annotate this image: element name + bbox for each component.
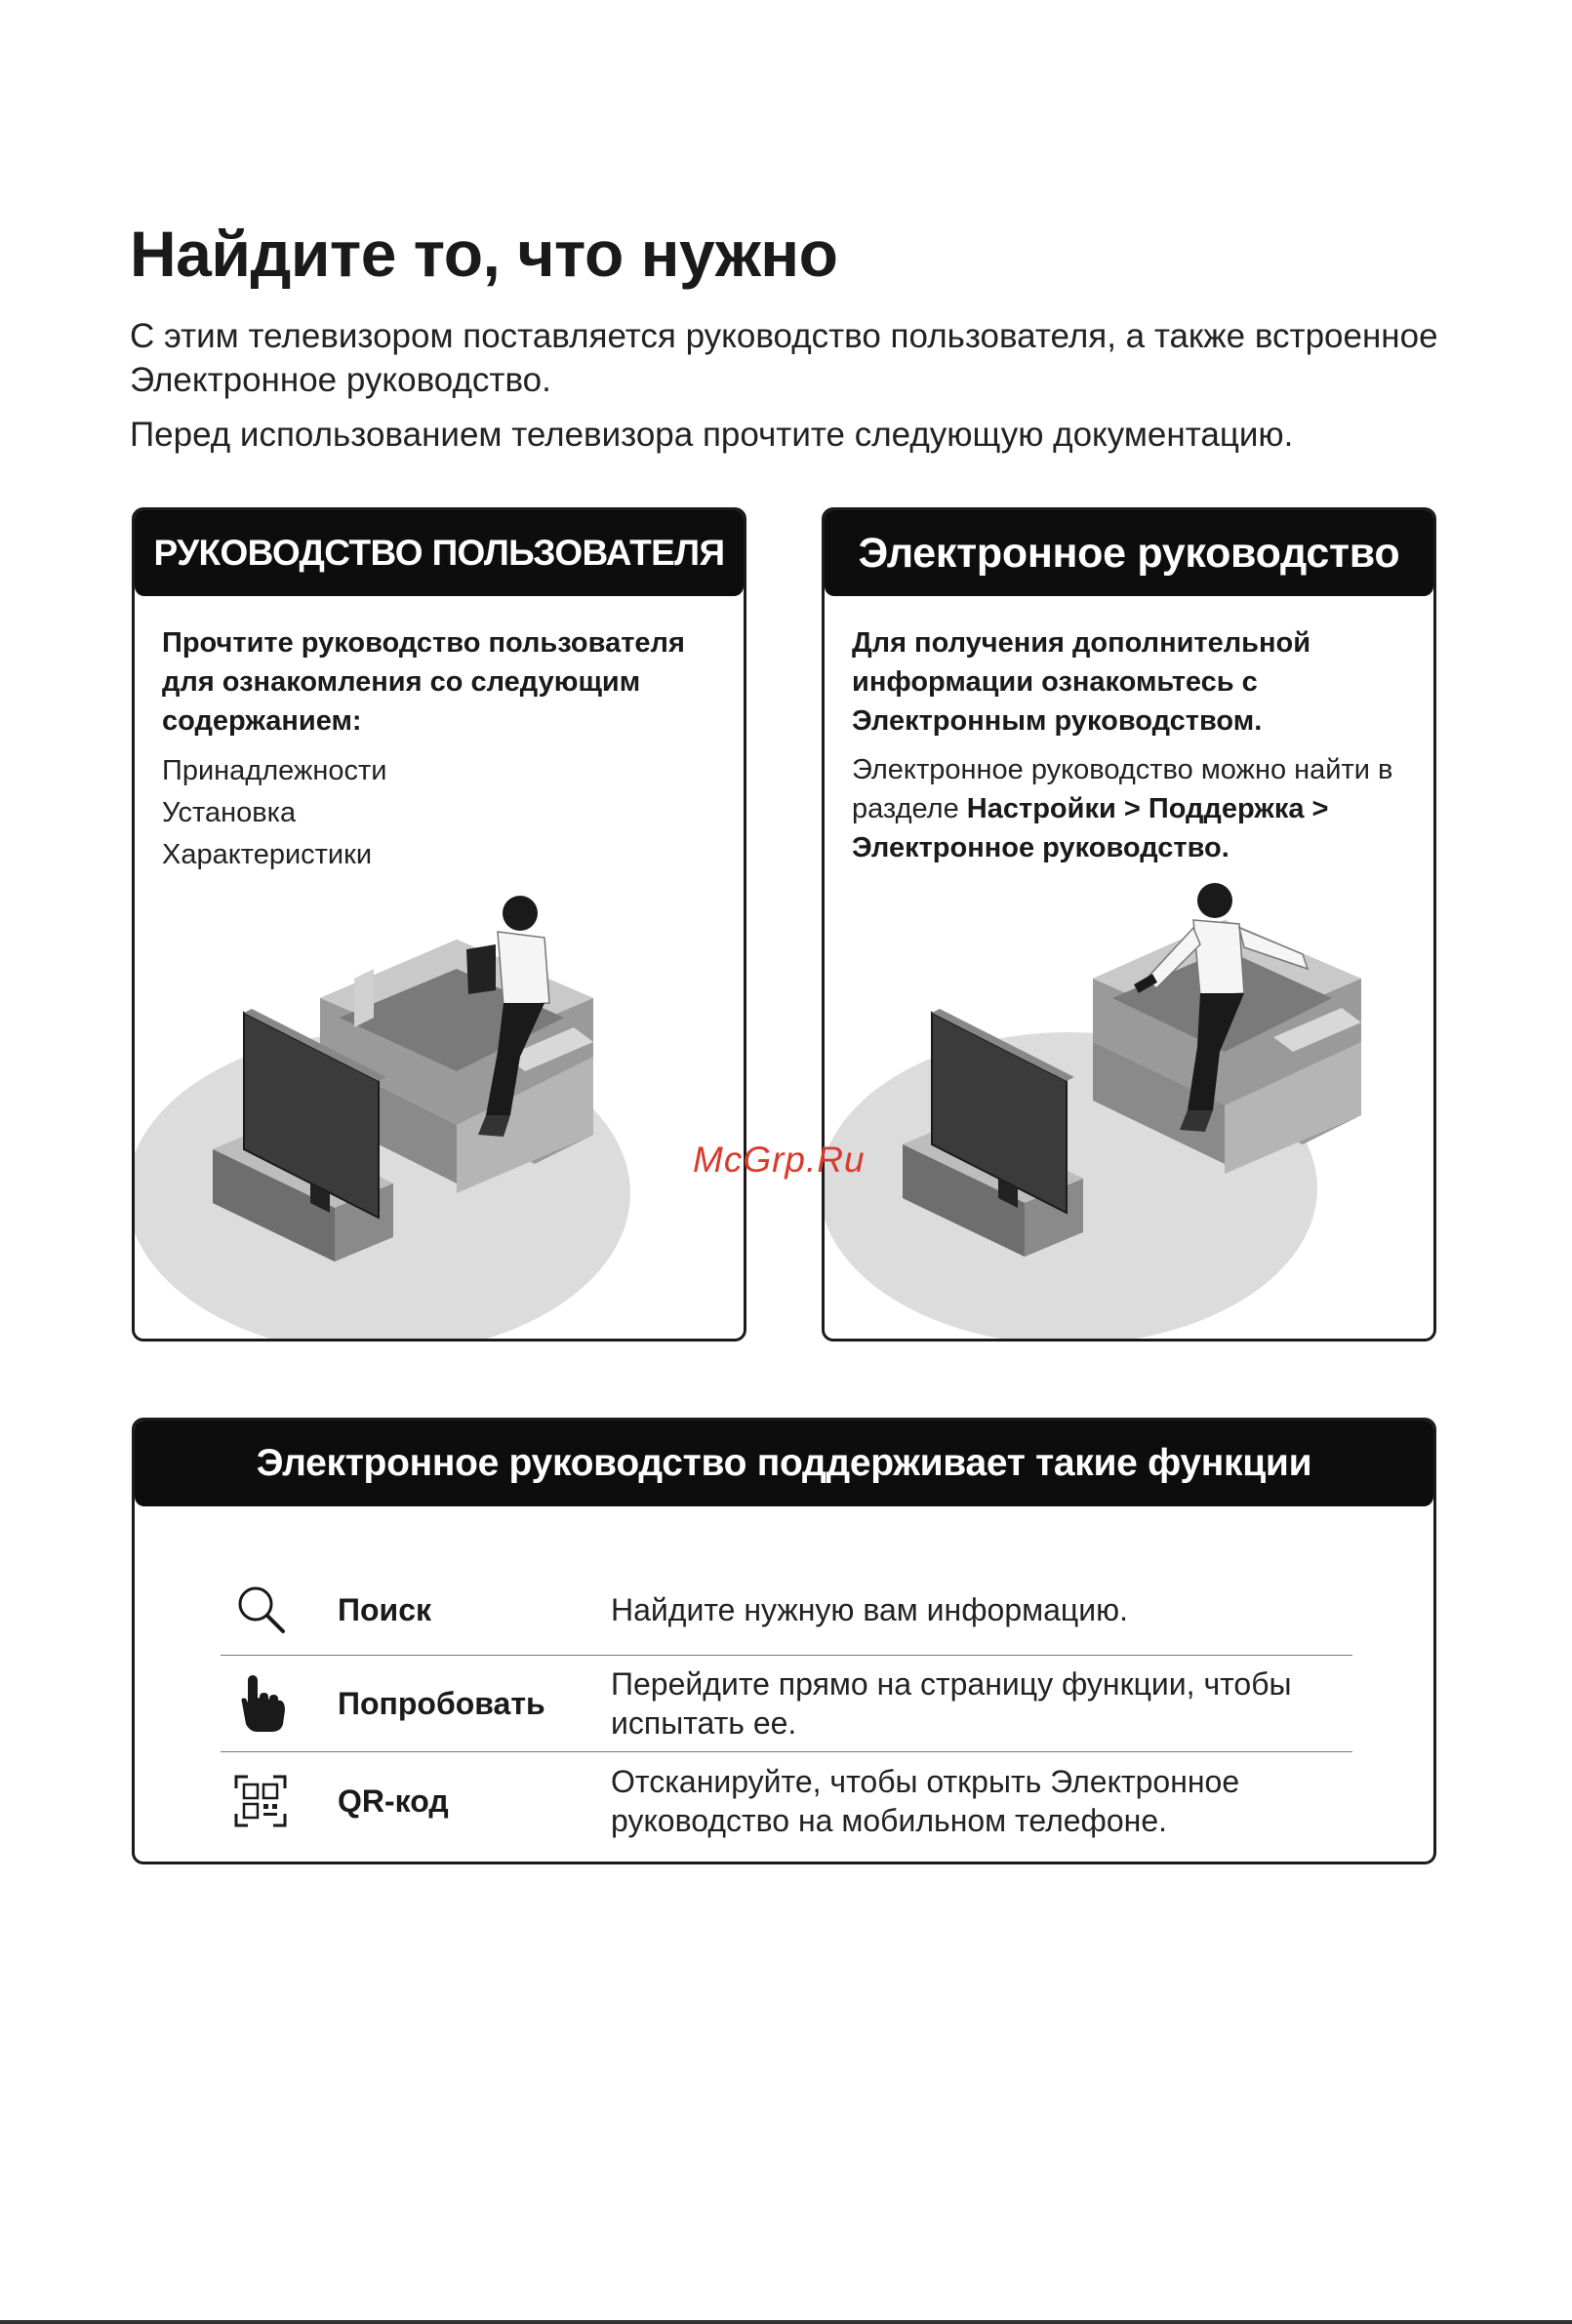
page-title: Найдите то, что нужно xyxy=(130,218,838,290)
eguide-desc-text: Электронное руководство можно найти в разделе xyxy=(852,754,1393,824)
intro-text: С этим телевизором поставляется руководство пользователя, а также встроенное Электронное руководство. xyxy=(130,317,1438,399)
features-box xyxy=(132,1418,1436,1864)
user-manual-lead: Прочтите руководство пользователя для ознакомления со следующим содержанием: xyxy=(162,627,685,737)
eguide-lead: Для получения дополнительной информации ознакомьтесь с Электронным руководством. xyxy=(852,627,1311,737)
feature-desc: Найдите нужную вам информацию. xyxy=(611,1592,1128,1627)
intro-text-2: Перед использованием телевизора прочтите следующую документацию. xyxy=(130,416,1294,454)
feature-desc: Отсканируйте, чтобы открыть Электронное руководство на мобильном телефоне. xyxy=(611,1764,1240,1838)
qr-code-icon xyxy=(221,1775,338,1827)
user-manual-item-accessories: Принадлежности xyxy=(162,755,387,786)
features-header: Электронное руководство поддерживает такие функции xyxy=(135,1421,1433,1506)
feature-row-try xyxy=(221,1656,1352,1752)
feature-name: QR-код xyxy=(338,1783,449,1819)
feature-row-qr xyxy=(221,1752,1352,1850)
feature-name: Попробовать xyxy=(338,1685,545,1721)
person-with-remote-illustration xyxy=(825,510,1436,1342)
eguide-header: Электронное руководство xyxy=(825,510,1433,596)
user-manual-card xyxy=(132,507,746,1342)
feature-name: Поиск xyxy=(338,1591,432,1627)
watermark: McGrp.Ru xyxy=(693,1140,866,1180)
user-manual-header: РУКОВОДСТВО ПОЛЬЗОВАТЕЛЯ xyxy=(135,510,744,596)
hand-pointer-icon xyxy=(221,1673,338,1734)
feature-desc: Перейдите прямо на страницу функции, чтобы испытать ее. xyxy=(611,1666,1292,1741)
feature-row-search xyxy=(221,1565,1352,1656)
person-reading-manual-illustration xyxy=(135,510,746,1342)
eguide-card xyxy=(822,507,1436,1342)
eguide-menu-path: Настройки > Поддержка > Электронное руководство. xyxy=(852,793,1329,863)
page-bottom-rule xyxy=(0,2320,1572,2324)
search-icon xyxy=(221,1583,338,1637)
user-manual-item-installation: Установка xyxy=(162,797,297,828)
features-table xyxy=(221,1565,1352,1850)
user-manual-item-specs: Характеристики xyxy=(162,839,373,870)
